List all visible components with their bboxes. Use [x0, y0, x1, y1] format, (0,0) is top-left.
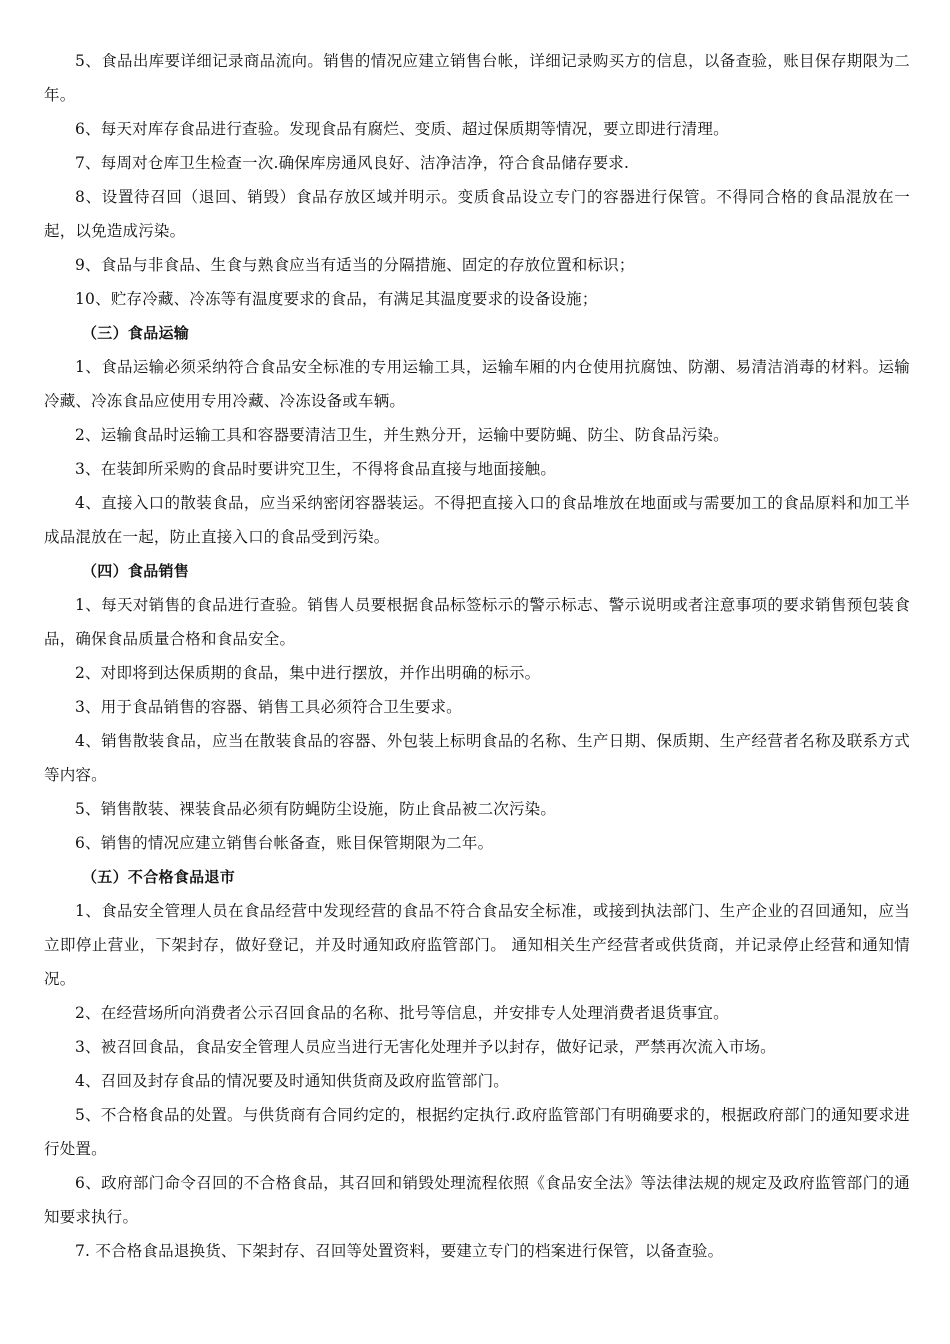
section-heading-sales: （四）食品销售: [82, 562, 190, 580]
storage-item-10: 10、贮存冷藏、冷冻等有温度要求的食品，有满足其温度要求的设备设施；: [75, 290, 598, 308]
recall-item-7: 7. 不合格食品退换货、下架封存、召回等处置资料，要建立专门的档案进行保管，以备查验。: [75, 1242, 724, 1260]
section-heading-transport: （三）食品运输: [82, 324, 190, 342]
storage-item-7: 7、每周对仓库卫生检查一次.确保库房通风良好、洁净洁净，符合食品储存要求.: [75, 154, 630, 172]
sales-item-2: 2、对即将到达保质期的食品，集中进行摆放，并作出明确的标示。: [75, 664, 541, 682]
recall-item-2: 2、在经营场所向消费者公示召回食品的名称、批号等信息，并安排专人处理消费者退货事宜。: [75, 1004, 729, 1022]
storage-item-5: 5、食品出库要详细记录商品流向。销售的情况应建立销售台帐，详细记录购买方的信息，以备查验，账目保存期限为二年。: [44, 52, 910, 104]
section-heading-recall: （五）不合格食品退市: [82, 868, 236, 886]
sales-item-1: 1、每天对销售的食品进行查验。销售人员要根据食品标签标示的警示标志、警示说明或者注意事项的要求销售预包装食品，确保食品质量合格和食品安全。: [44, 596, 910, 648]
recall-item-1: 1、食品安全管理人员在食品经营中发现经营的食品不符合食品安全标准，或接到执法部门、生产企业的召回通知，应当立即停止营业，下架封存，做好登记，并及时通知政府监管部门。 通知相关生产经营者或供货商，并记录停止经营和通知情况。: [44, 902, 910, 988]
transport-item-3: 3、在装卸所采购的食品时要讲究卫生，不得将食品直接与地面接触。: [75, 460, 557, 478]
sales-item-5: 5、销售散装、裸装食品必须有防蝇防尘设施，防止食品被二次污染。: [75, 800, 557, 818]
storage-item-9: 9、食品与非食品、生食与熟食应当有适当的分隔措施、固定的存放位置和标识；: [75, 256, 635, 274]
recall-item-4: 4、召回及封存食品的情况要及时通知供货商及政府监管部门。: [75, 1072, 509, 1090]
storage-item-6: 6、每天对库存食品进行查验。发现食品有腐烂、变质、超过保质期等情况，要立即进行清理。: [75, 120, 729, 138]
sales-item-6: 6、销售的情况应建立销售台帐备查，账目保管期限为二年。: [75, 834, 494, 852]
recall-item-3: 3、被召回食品，食品安全管理人员应当进行无害化处理并予以封存，做好记录，严禁再次流入市场。: [75, 1038, 776, 1056]
document-page: [44, 44, 910, 1268]
storage-item-8: 8、设置待召回（退回、销毁）食品存放区域并明示。变质食品设立专门的容器进行保管。不得同合格的食品混放在一起，以免造成污染。: [44, 188, 910, 240]
sales-item-3: 3、用于食品销售的容器、销售工具必须符合卫生要求。: [75, 698, 462, 716]
recall-item-6: 6、政府部门命令召回的不合格食品，其召回和销毁处理流程依照《食品安全法》等法律法规的规定及政府监管部门的通知要求执行。: [44, 1174, 910, 1226]
transport-item-2: 2、运输食品时运输工具和容器要清洁卫生，并生熟分开，运输中要防蝇、防尘、防食品污染。: [75, 426, 729, 444]
transport-item-4: 4、直接入口的散装食品，应当采纳密闭容器装运。不得把直接入口的食品堆放在地面或与需要加工的食品原料和加工半成品混放在一起，防止直接入口的食品受到污染。: [44, 494, 910, 546]
recall-item-5: 5、不合格食品的处置。与供货商有合同约定的，根据约定执行.政府监管部门有明确要求的，根据政府部门的通知要求进行处置。: [44, 1106, 910, 1158]
transport-item-1: 1、食品运输必须采纳符合食品安全标准的专用运输工具，运输车厢的内仓使用抗腐蚀、防潮、易清洁消毒的材料。运输冷藏、冷冻食品应使用专用冷藏、冷冻设备或车辆。: [44, 358, 910, 410]
sales-item-4: 4、销售散装食品，应当在散装食品的容器、外包装上标明食品的名称、生产日期、保质期、生产经营者名称及联系方式等内容。: [44, 732, 910, 784]
